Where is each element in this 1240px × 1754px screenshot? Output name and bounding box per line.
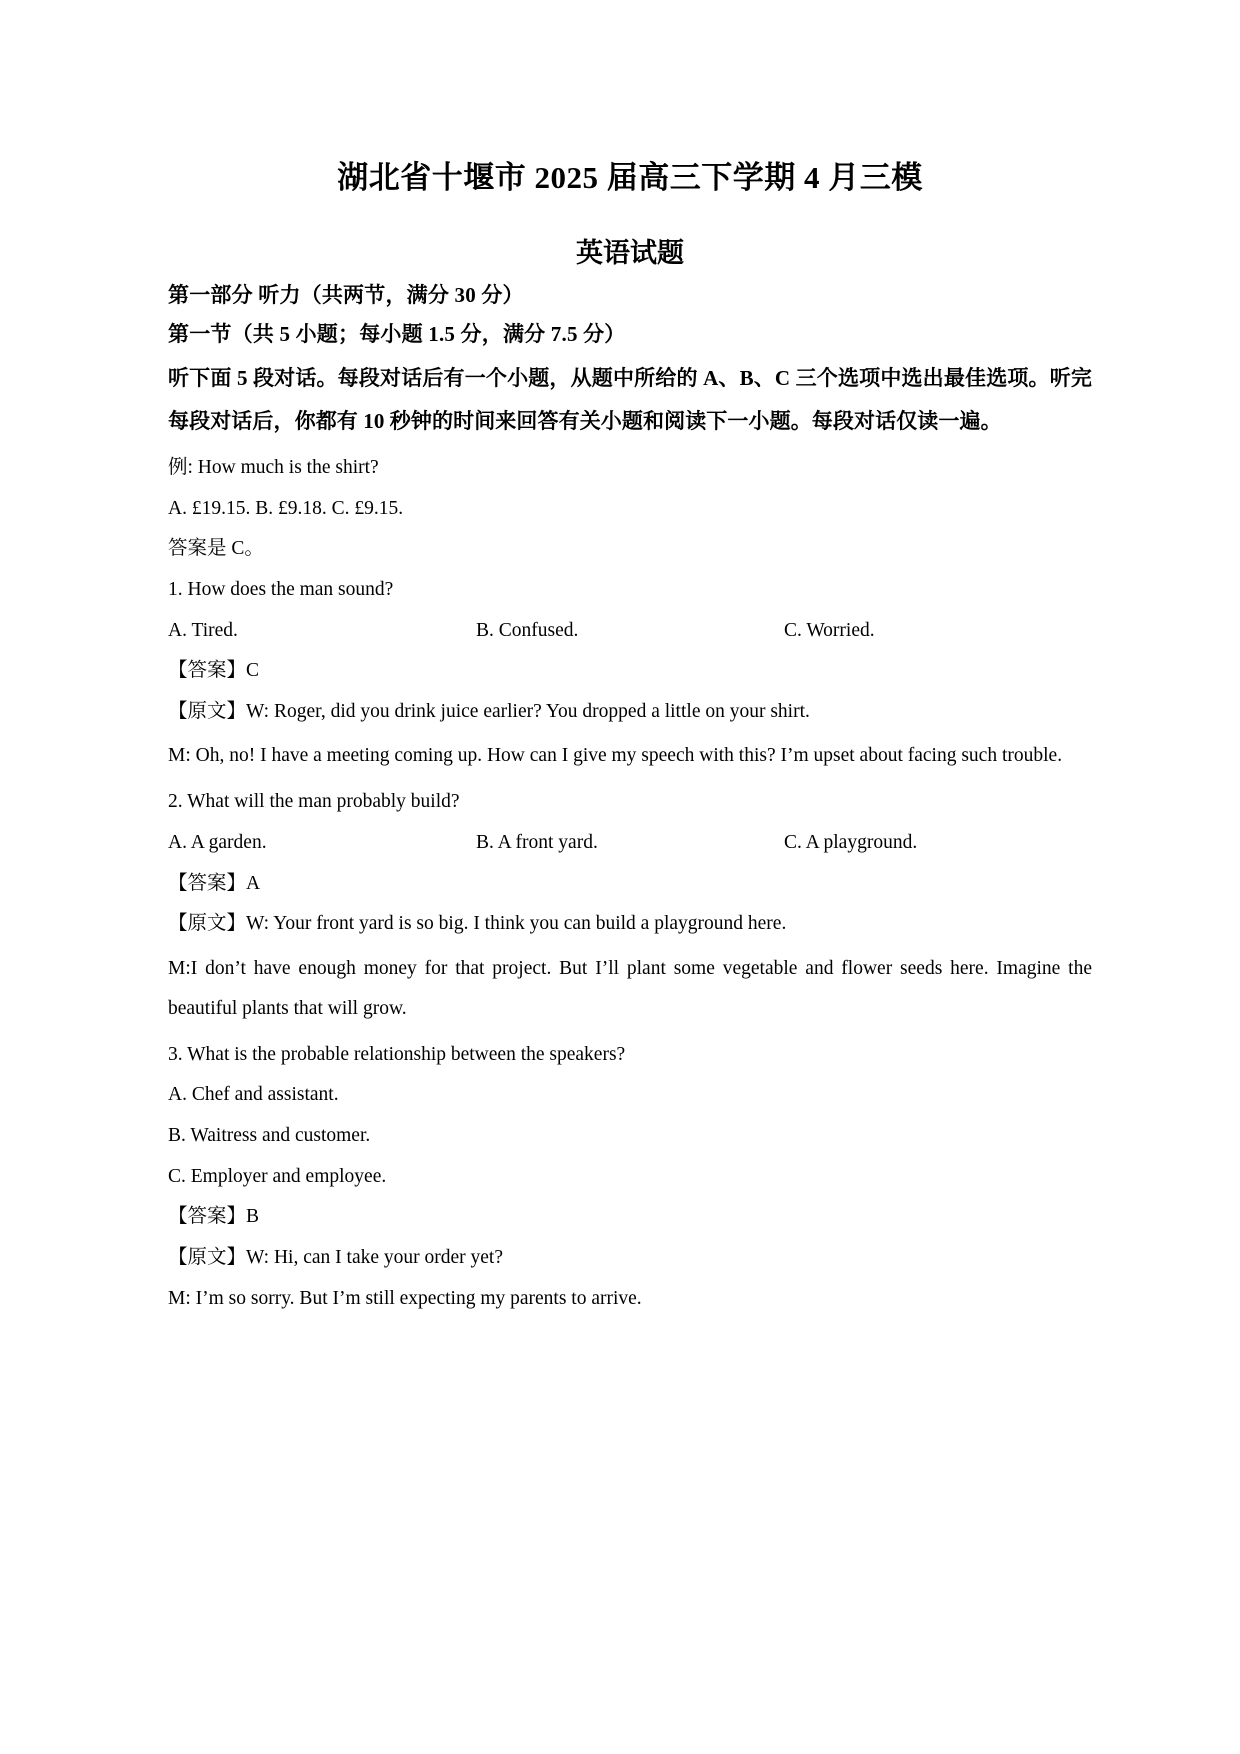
transcript-line: M: I’m so sorry. But I’m still expecting my parents to arrive. (168, 1287, 642, 1309)
question-block (168, 564, 1092, 776)
question-options (168, 817, 1092, 858)
question-stem: 2. What will the man probably build? (168, 791, 460, 813)
page-title: 湖北省十堰市 2025 届高三下学期 4 月三模 (337, 160, 923, 195)
transcript-line: 【原文】W: Hi, can I take your order yet? (168, 1246, 503, 1268)
page-subtitle: 英语试题 (576, 238, 684, 269)
part-heading: 第一部分 听力（共两节，满分 30 分） (168, 283, 524, 308)
example-answer: 答案是 C。 (168, 538, 264, 560)
question-options (168, 605, 1092, 646)
option-c[interactable]: C. A playground. (783, 832, 918, 853)
question-stem: 1. How does the man sound? (168, 578, 394, 600)
option-b[interactable]: B. A front yard. (475, 832, 598, 853)
example-options: A. £19.15. B. £9.18. C. £9.15. (168, 497, 404, 519)
listening-instructions: 听下面 5 段对话。每段对话后有一个小题，从题中所给的 A、B、C 三个选项中选出最佳选项。听完每段对话后，你都有 10 秒钟的时间来回答有关小题和阅读下一小题。每段对话仅读一遍。 (168, 366, 1092, 433)
question-block (168, 776, 1092, 1028)
transcript-line: M: Oh, no! I have a meeting coming up. How can I give my speech with this? I’m upset about facing such trouble. (168, 745, 1063, 767)
answer-label: 【答案】A (168, 872, 261, 894)
option-c[interactable]: C. Employer and employee. (168, 1165, 387, 1187)
transcript-line: M:I don’t have enough money for that project. But I’ll plant some vegetable and flower seeds here. Imagine the beautiful plants that will grow. (168, 957, 1092, 1019)
question-stem: 3. What is the probable relationship between the speakers? (168, 1043, 626, 1065)
transcript-line: 【原文】W: Roger, did you drink juice earlier? You dropped a little on your shirt. (168, 700, 810, 722)
transcript-line: 【原文】W: Your front yard is so big. I think you can build a playground here. (168, 913, 787, 935)
option-a[interactable]: A. A garden. (168, 832, 267, 853)
option-c[interactable]: C. Worried. (783, 619, 875, 641)
option-a[interactable]: A. Chef and assistant. (168, 1084, 339, 1106)
option-b[interactable]: B. Waitress and customer. (168, 1125, 371, 1147)
answer-label: 【答案】B (168, 1206, 260, 1228)
example-question: 例: How much is the shirt? (168, 457, 379, 479)
answer-label: 【答案】C (168, 660, 260, 682)
option-a[interactable]: A. Tired. (168, 619, 238, 641)
option-b[interactable]: B. Confused. (475, 619, 579, 641)
question-block (168, 1029, 1092, 1313)
subsection-heading: 第一节（共 5 小题；每小题 1.5 分，满分 7.5 分） (168, 322, 626, 347)
